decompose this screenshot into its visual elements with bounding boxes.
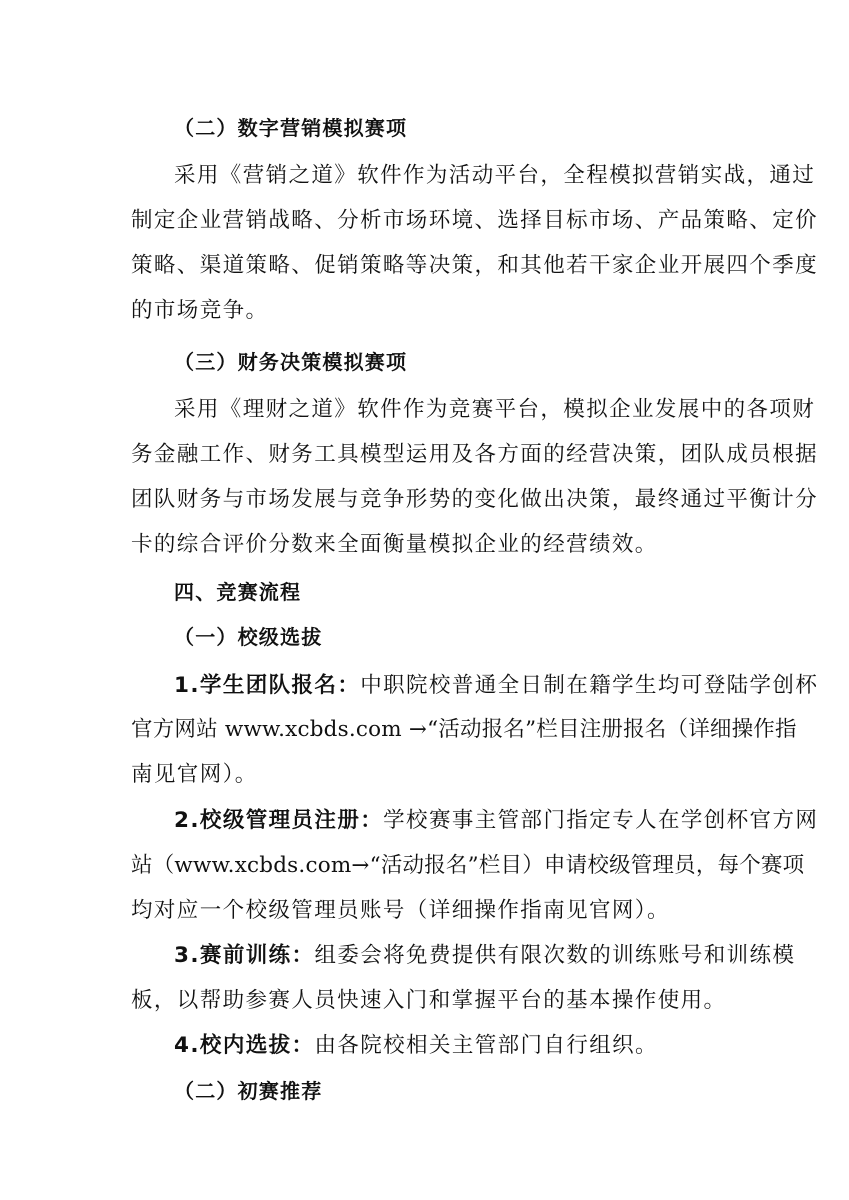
section-heading-digital-marketing: （二）数字营销模拟赛项 [174, 116, 408, 140]
section-heading-financial-decision: （三）财务决策模拟赛项 [174, 350, 408, 374]
paragraph-line: 团队财务与市场发展与竞争形势的变化做出决策，最终通过平衡计分 [131, 487, 819, 512]
paragraph-line: 卡的综合评价分数来全面衡量模拟企业的经营绩效。 [131, 532, 658, 557]
subsection-heading-preliminary: （二）初赛推荐 [174, 1079, 323, 1103]
subsection-heading-school-selection: （一）校级选拔 [174, 625, 323, 649]
list-item-text: 组委会将免费提供有限次数的训练账号和训练模 [314, 943, 796, 968]
paragraph-line: 采用《理财之道》软件作为竞赛平台，模拟企业发展中的各项财 [174, 397, 816, 422]
list-item-label: 1.学生团队报名： [174, 673, 361, 698]
list-item-2-line3: 均对应一个校级管理员账号（详细操作指南见官网）。 [131, 898, 670, 923]
list-item-2-line1 [174, 807, 818, 835]
list-item-label: 3.赛前训练： [174, 943, 315, 968]
list-item-4-line1 [174, 1032, 658, 1060]
list-item-label: 4.校内选拔： [174, 1033, 315, 1058]
list-item-text: 中职院校普通全日制在籍学生均可登陆学创杯 [360, 673, 819, 698]
paragraph-line: 策略、渠道策略、促销策略等决策，和其他若干家企业开展四个季度 [131, 253, 819, 278]
list-item-label: 2.校级管理员注册： [174, 808, 384, 833]
list-item-1-line3: 南见官网）。 [131, 762, 258, 787]
list-item-1-line2: 官方网站 www.xcbds.com →“活动报名”栏目注册报名（详细操作指 [131, 717, 797, 742]
list-item-3-line1 [174, 942, 795, 970]
list-item-text: 学校赛事主管部门指定专人在学创杯官方网 [383, 808, 819, 833]
paragraph-line: 采用《营销之道》软件作为活动平台，全程模拟营销实战，通过 [174, 163, 816, 188]
paragraph-line: 的市场竞争。 [131, 298, 269, 323]
section-heading-competition-process: 四、竞赛流程 [174, 580, 302, 604]
list-item-text: 由各院校相关主管部门自行组织。 [314, 1033, 658, 1058]
paragraph-line: 制定企业营销战略、分析市场环境、选择目标市场、产品策略、定价 [131, 208, 819, 233]
paragraph-line: 务金融工作、财务工具模型运用及各方面的经营决策，团队成员根据 [131, 442, 819, 467]
list-item-2-line2: 站（www.xcbds.com→“活动报名”栏目）申请校级管理员，每个赛项 [131, 853, 805, 878]
list-item-1-line1 [174, 672, 818, 700]
list-item-3-line2: 板，以帮助参赛人员快速入门和掌握平台的基本操作使用。 [131, 988, 727, 1013]
